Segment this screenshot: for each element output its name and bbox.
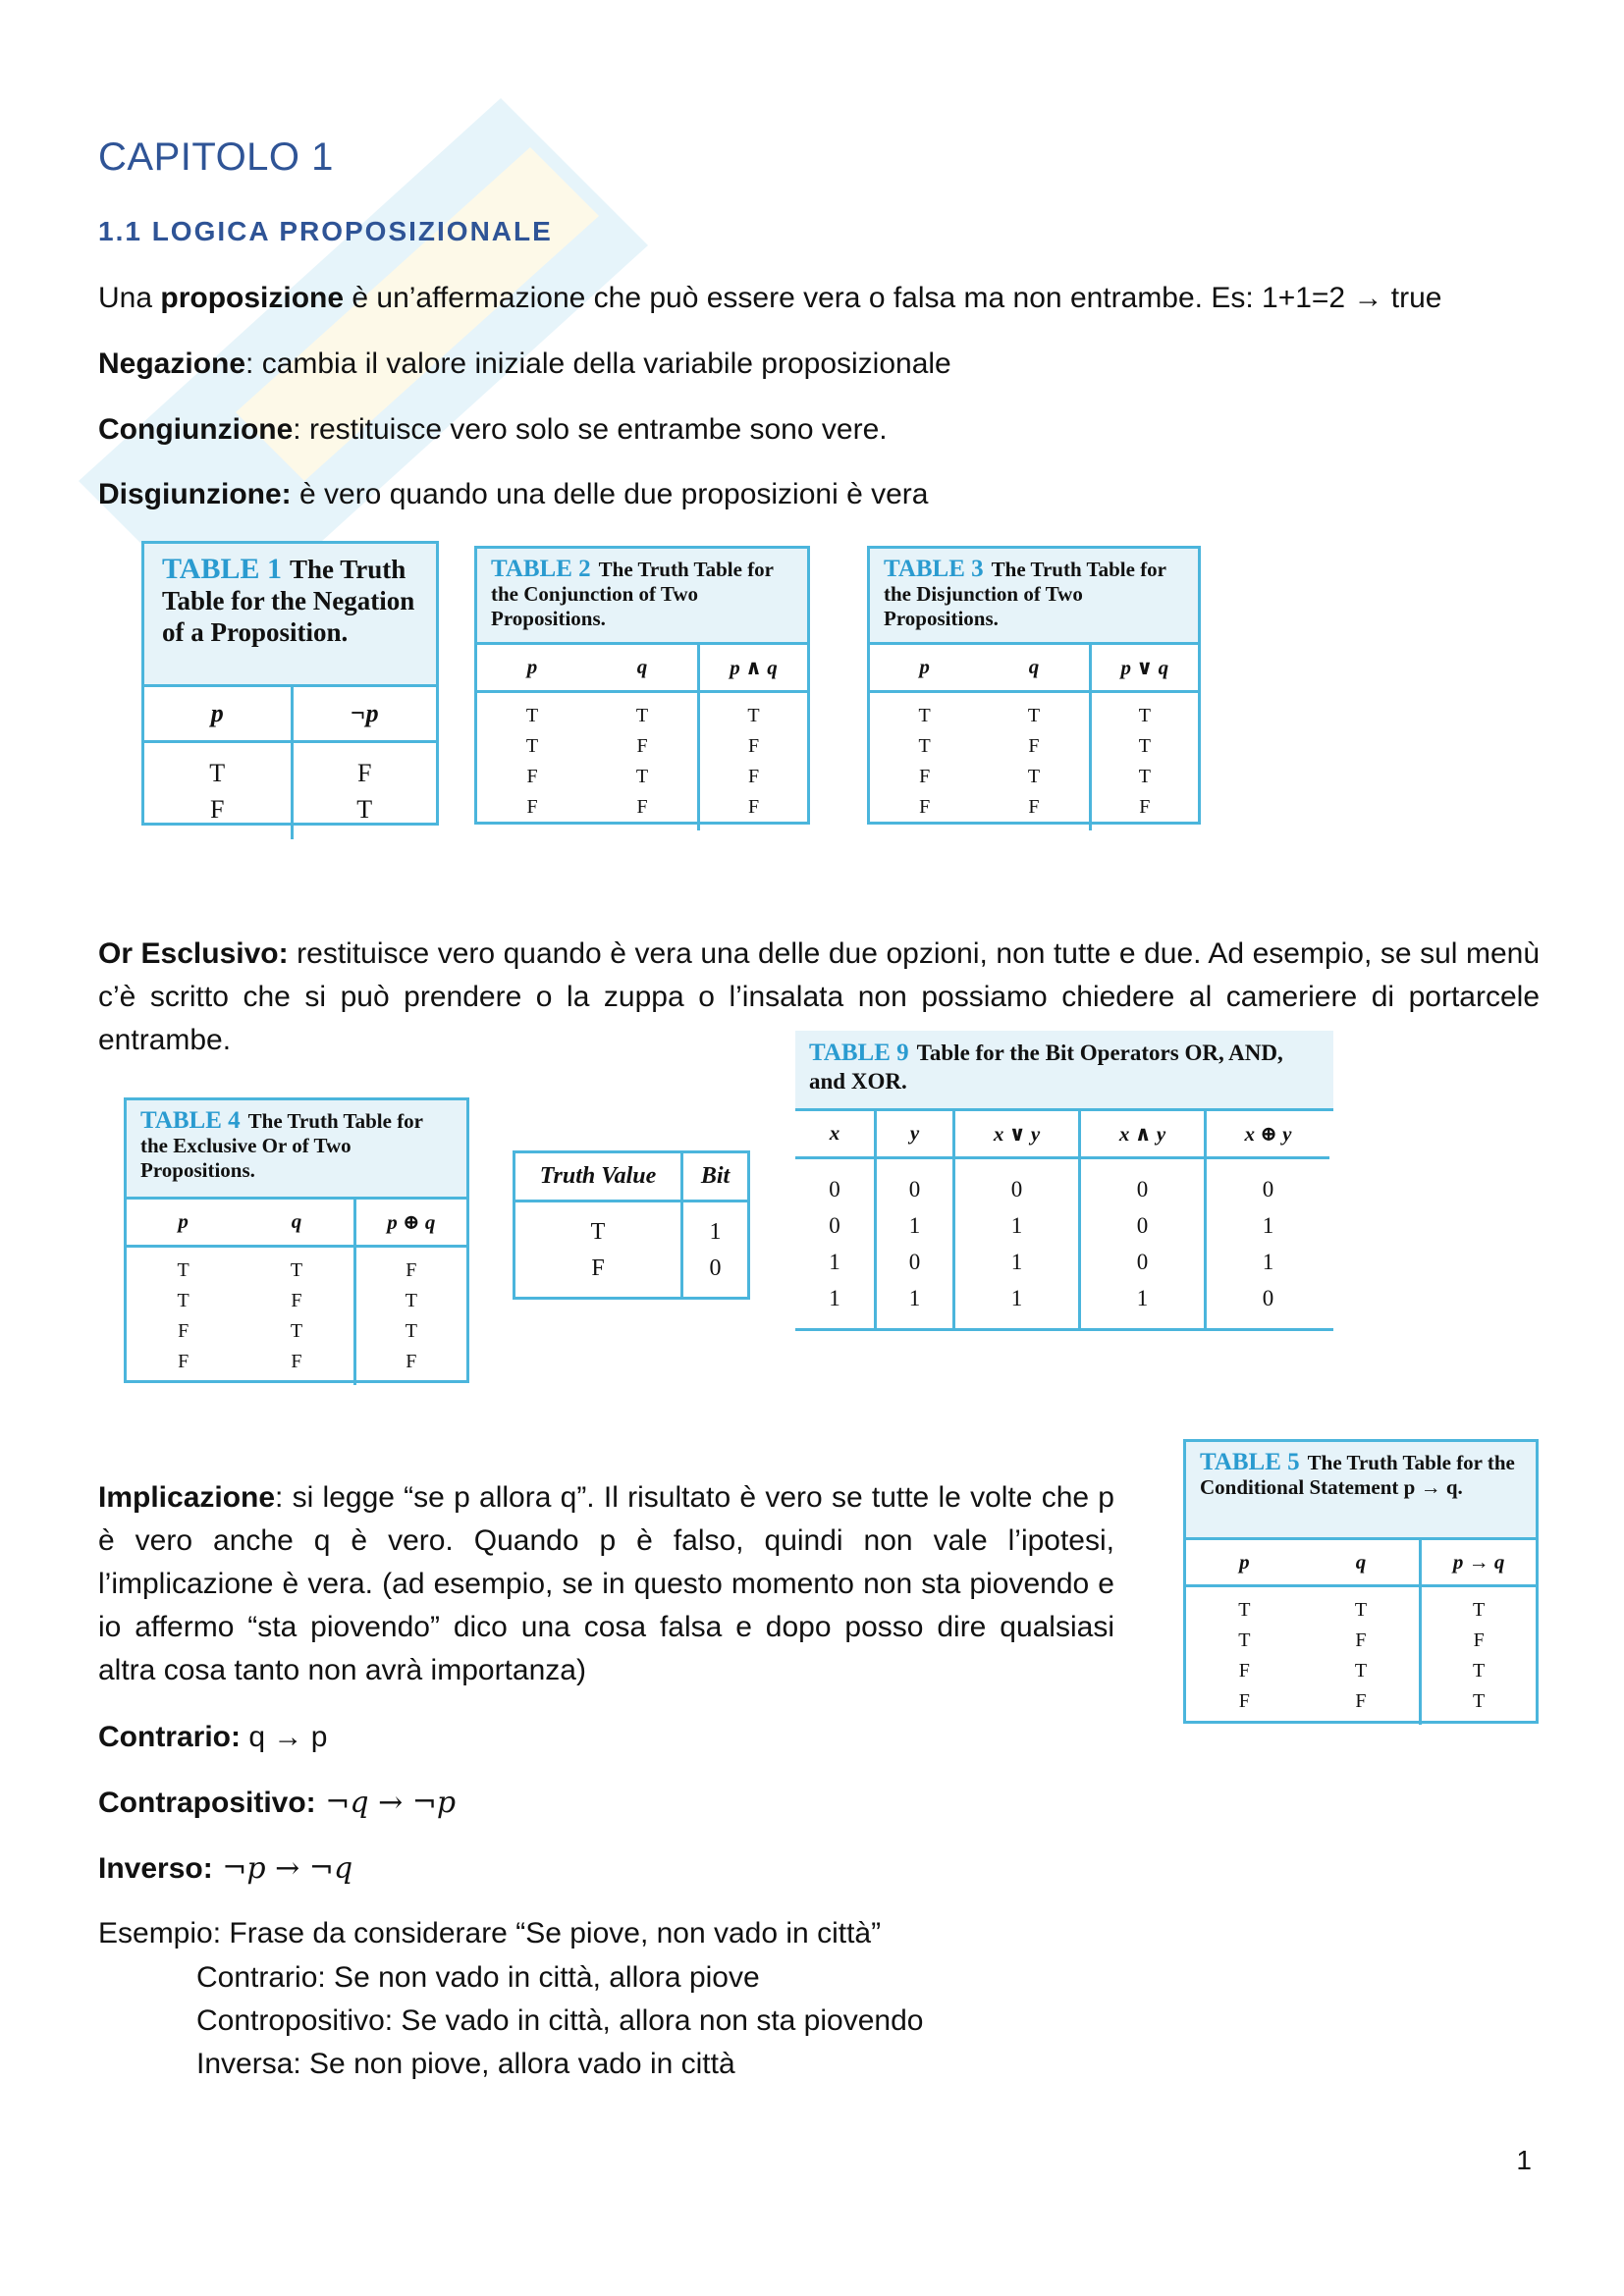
chapter-title: CAPITOLO 1 (98, 135, 334, 179)
table-header: x ∧ y (1078, 1111, 1204, 1159)
def-contrario: Contrario: q → p (98, 1721, 328, 1753)
table-column: 0 1 0 1 (874, 1159, 952, 1328)
table-column: 1 0 (680, 1202, 747, 1299)
page-number: 1 (1516, 2145, 1532, 2175)
table-column: 0 0 0 1 (1078, 1159, 1204, 1328)
table-header: y (874, 1111, 952, 1159)
table-conditional (1183, 1439, 1539, 1724)
table-column: T F T F (635, 705, 649, 818)
table-column: 0 0 1 1 (829, 1177, 840, 1310)
table-caption: TABLE 9 Table for the Bit Operators OR, AND, and XOR. (795, 1031, 1333, 1111)
table-truth-value-bit (513, 1150, 750, 1300)
table-header: q (1303, 1540, 1420, 1587)
table-caption: TABLE 2 The Truth Table for the Conjunction of Two Propositions. (477, 549, 807, 645)
table-caption: TABLE 3 The Truth Table for the Disjunction of Two Propositions. (870, 549, 1198, 645)
table-column: T F T F (1027, 705, 1041, 818)
table-bit-operators (795, 1031, 1333, 1327)
table-column: T T T F (1089, 693, 1198, 830)
table-exclusive-or (124, 1097, 469, 1383)
table-column: T T F F (177, 1259, 189, 1372)
def-disgiunzione: Disgiunzione: è vero quando una delle due proposizioni è vera (98, 478, 929, 510)
table-header: p ∧ q (697, 645, 807, 693)
esempio-intro: Esempio: Frase da considerare “Se piove, non vado in città” (98, 1917, 882, 1949)
table-column: T T F F (918, 705, 931, 818)
table-column: F T T F (353, 1248, 466, 1385)
table-header: x ⊕ y (1204, 1111, 1329, 1159)
table-header: x (795, 1111, 874, 1159)
table-column: 0 1 1 1 (952, 1159, 1078, 1328)
table-column: T F T T (1419, 1587, 1536, 1725)
table-header: p (477, 645, 587, 693)
table-header: ¬p (291, 687, 437, 743)
table-column: T F (209, 759, 226, 824)
table-negation (141, 541, 439, 826)
table-header: p (127, 1200, 240, 1248)
table-column: T F T F (290, 1259, 303, 1372)
def-negazione: Negazione: cambia il valore iniziale della variabile proposizionale (98, 347, 951, 380)
table-header: q (240, 1200, 352, 1248)
section-title: 1.1 LOGICA PROPOSIZIONALE (98, 216, 553, 246)
table-header: x ∨ y (952, 1111, 1078, 1159)
table-header: Bit (680, 1153, 747, 1202)
table-header: p ∨ q (1089, 645, 1198, 693)
table-caption: TABLE 1 The Truth Table for the Negation of a Proposition. (144, 544, 436, 687)
table-header: q (587, 645, 697, 693)
table-header: p (144, 687, 291, 743)
table-column: T F (590, 1219, 606, 1281)
def-contrapositivo: Contrapositivo: ¬q → ¬p (98, 1786, 457, 1820)
table-column: F T (291, 743, 437, 839)
def-or-esclusivo: Or Esclusivo: restituisce vero quando è vera una delle due opzioni, non tutte e due. Ad esempio, se sul menù c’è scritto che si può prendere o la zuppa o l’insalata non possiamo chiedere al cameriere di portarcele entrambe. (98, 937, 1541, 1056)
table-column: T T F F (525, 705, 539, 818)
table-disjunction (867, 546, 1201, 825)
table-header: p ⊕ q (353, 1200, 466, 1248)
esempio-inversa: Inversa: Se non piove, allora vado in città (196, 2048, 735, 2080)
table-column: T T F F (1238, 1599, 1251, 1712)
table-header: p (1186, 1540, 1303, 1587)
table-caption: TABLE 4 The Truth Table for the Exclusive Or of Two Propositions. (127, 1100, 466, 1200)
table-caption: TABLE 5 The Truth Table for the Conditional Statement p → q. (1186, 1442, 1536, 1540)
table-header: p (870, 645, 979, 693)
esempio-contrario: Contrario: Se non vado in città, allora piove (196, 1961, 760, 1994)
esempio-contrapositivo: Contropositivo: Se vado in città, allora non sta piovendo (196, 2004, 924, 2037)
table-header: q (979, 645, 1088, 693)
table-column: T F T F (1354, 1599, 1368, 1712)
table-column: T F F F (697, 693, 807, 830)
def-proposizione: Una proposizione è un’affermazione che può essere vera o falsa ma non entrambe. Es: 1+1=2 → true (98, 282, 1442, 314)
def-implicazione: Implicazione: si legge “se p allora q”. Il risultato è vero se tutte le volte che p è vero anche q è vero. Quando p è falso, quindi non vale l’ipotesi, l’implicazione è vera. (ad esempio, se in questo momento non sta piovendo e io affermo “sta piovendo” dico una cosa falsa e dopo posso dire qualsiasi altra cosa tanto non avrà importanza) (98, 1481, 1114, 1686)
table-header: Truth Value (515, 1153, 680, 1202)
table-conjunction (474, 546, 810, 825)
table-column: 0 1 1 0 (1204, 1159, 1329, 1328)
def-inverso: Inverso: ¬p → ¬q (98, 1851, 353, 1886)
table-header: p → q (1419, 1540, 1536, 1587)
def-congiunzione: Congiunzione: restituisce vero solo se entrambe sono vere. (98, 413, 888, 446)
